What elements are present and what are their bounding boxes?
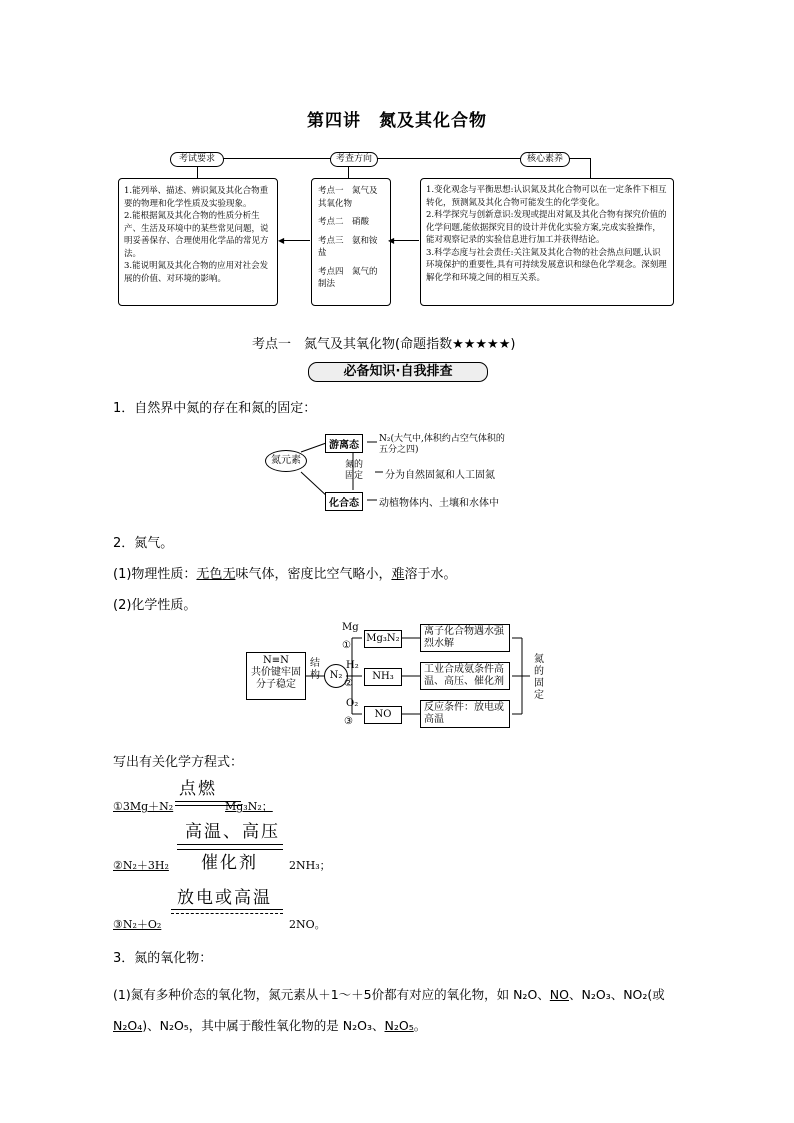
n2-circle: N₂ (324, 664, 348, 688)
banner-text: 必备知识·自我排查 (343, 364, 453, 379)
no-box: NO (364, 706, 402, 724)
nn-box: N≡N 共价键牢固 分子稳定 (246, 652, 306, 700)
section-3: 3．氮的氧化物： (113, 951, 213, 966)
equation-2: 高温、高压 催化剂 ②N₂＋3H₂ 2NH₃； (113, 822, 331, 873)
note-1-box: 离子化合物遇水强烈水解 (420, 624, 510, 652)
nh3-box: NH₃ (364, 668, 402, 686)
structure-label: 结构 (310, 658, 320, 681)
core-2: 2.科学探究与创新意识:发现或提出对氮及其化合物有探究价值的化学问题,能依据探究目的设计并优化实验方案,完成实验操作，能对观察记录的实验信息进行加工并获得结论。 (426, 210, 667, 245)
section-1: 1．自然界中氮的存在和氮的固定： (113, 401, 317, 416)
equation-1: 点燃 ①3Mg＋N₂ Mg₃N₂； (113, 779, 273, 813)
mg3n2-box: Mg₃N₂ (364, 630, 402, 648)
kp-title: 考点一 氮气及其氧化物(命题指数★★★★★) (252, 337, 516, 352)
oxides-paragraph: (1)氮有多种价态的氧化物，氮元素从＋1～＋5价都有对应的氧化物，如 N₂O、NO、N₂O₃、NO₂(或 N₂O₄)、N₂O₅，其中属于酸性氧化物的是 N₂O₃、N₂O₅。 (113, 987, 665, 1033)
combined-note: 动植物体内、土壤和水体中 (379, 498, 499, 509)
pill-directions: 考查方向 (330, 152, 378, 167)
chemical-properties-diagram: N≡N 共价键牢固 分子稳定 结构 N₂ Mg ① H₂ ② O₂ ③ Mg₃N₂ NH₃ NO 离子化合物遇水强烈水解 工业合成氨条件高温、高压、催化剂 反应条件：放电或高温 氮的固定 (246, 622, 558, 734)
banner (308, 362, 488, 382)
note-2-box: 工业合成氨条件高温、高压、催化剂 (420, 662, 510, 690)
requirements-box (118, 178, 278, 306)
dir-2: 考点二 硝酸 (318, 217, 370, 227)
chemical-properties: (2)化学性质。 (113, 598, 197, 613)
fixation-note: 分为自然固氮和人工固氮 (385, 470, 495, 481)
req-3: 3.能说明氮及其化合物的应用对社会发展的价值、对环境的影响。 (124, 261, 269, 284)
nitrogen-element: 氮元素 (265, 450, 307, 472)
write-equations: 写出有关化学方程式： (113, 755, 244, 770)
page-title: 第四讲 氮及其化合物 (307, 111, 487, 131)
core-1: 1.变化观念与平衡思想:认识氮及其化合物可以在一定条件下相互转化，预测氮及其化合物可能发生的化学变化。 (426, 185, 667, 208)
core-box (420, 178, 674, 306)
nitrogen-cycle-diagram (263, 428, 543, 514)
dir-4: 考点四 氮气的制法 (318, 266, 378, 289)
n2-note: N₂(大气中,体积约占空气体积的五分之四) (379, 434, 505, 455)
req-2: 2.能根据氮及其化合物的性质分析生产、生活及环境中的某些常见问题，说明妥善保存、合理使用化学品的常见方法。 (124, 211, 269, 259)
note-3-box: 反应条件：放电或高温 (420, 700, 510, 728)
core-3: 3.科学态度与社会责任:关注氮及其化合物的社会热点问题,认识环境保护的重要性,具有可持续发展意识和绿色化学观念。深刻理解化学和环境之间的相互关系。 (426, 247, 667, 283)
equation-3: 放电或高温 ③N₂＋O₂ 2NO。 (113, 888, 326, 931)
section-2: 2．氮气。 (113, 536, 174, 551)
pill-requirements: 考试要求 (170, 152, 224, 167)
fixation-label-2: 氮的固定 (534, 654, 544, 701)
fixation-label: 氮的固定 (345, 460, 364, 481)
combined-state: 化合态 (325, 492, 363, 511)
dir-1: 考点一 氮气及其氧化物 (318, 186, 378, 209)
overview-diagram: 考试要求 考查方向 核心素养 1.能列举、描述、辨识氮及其化合物重要的物理和化学性质及实验现象。 2.能根据氮及其化合物的性质分析生产、生活及环境中的某些常见问题，说明妥善保存、合理使用化学品的常见方法。 3.能说明氮及其化合物的应用对社会发展的价值、对环境的影响。 考点一 氮气及其氧化物 考点二 硝酸 考点三 氨和铵盐 考点四 氮气的制法 1.变化观念与平衡思想:认识氮及其化合物可以在一定条件下相互转化，预测氮及其化合物可能发生的化学变化。 2.科学探究与创新意识:发现或提出对氮及其化合物有探究价值的化学问题,能依据探究目的设计并优化实验方案,完成实验操作，能对观察记录的实验信息进行加工并获得结论。 3.科学态度与社会责任:关注氮及其化合物的社会热点问题,认识环境保护的重要性,具有可持续发展意识和绿色化学观念。深刻理解化学和环境之间的相互关系。 ◀ ◀ (118, 150, 674, 310)
free-state: 游离态 (325, 434, 363, 453)
pill-core: 核心素养 (520, 152, 570, 167)
req-1: 1.能列举、描述、辨识氮及其化合物重要的物理和化学性质及实验现象。 (124, 186, 269, 209)
dir-3: 考点三 氨和铵盐 (318, 235, 378, 258)
physical-properties: (1)物理性质：无色无味气体，密度比空气略小，难溶于水。 (113, 567, 457, 582)
directions-box (311, 178, 391, 306)
